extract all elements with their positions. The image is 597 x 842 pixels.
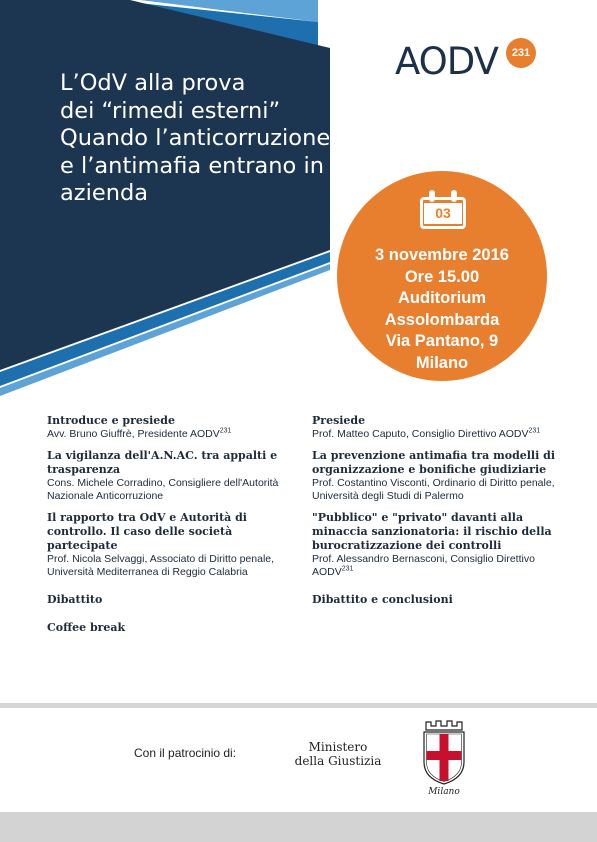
program-item-title: Coffee break — [47, 621, 126, 634]
event-time: Ore 15.00 — [404, 267, 480, 286]
program-item-speaker: Avv. Bruno Giuffrè, Presidente AODV$^{231}$ — [47, 427, 232, 440]
program-right-column — [312, 414, 562, 615]
crest-city-label: Milano — [428, 787, 460, 796]
program-item — [312, 511, 562, 579]
program-item-speaker: Prof. Alessandro Bernasconi, Consiglio Direttivo AODV$^{231}$ — [312, 553, 535, 578]
event-address: Via Pantano, 9 — [385, 332, 499, 350]
logo-badge: 231 — [506, 38, 536, 68]
banner-light-stripe-lower — [0, 388, 597, 398]
program-item — [312, 449, 562, 503]
program-item-title: La prevenzione antimafia tra modelli di organizzazione e bonifiche giudiziarie — [312, 449, 555, 476]
program-item — [312, 414, 562, 441]
footer-bar — [0, 812, 597, 842]
title-line: e l’antimafia entrano in — [60, 152, 324, 179]
title-line: Quando l’anticorruzione — [60, 125, 331, 151]
event-venue-name: Assolombarda — [384, 310, 500, 329]
patronage-label: Con il patrocinio di: — [134, 746, 237, 760]
section-divider — [0, 703, 597, 708]
event-date: 3 novembre 2016 — [375, 246, 509, 264]
program-item-speaker: Prof. Matteo Caputo, Consiglio Direttivo AODV$^{231}$ — [312, 427, 541, 440]
title-line: dei “rimedi esterni” — [60, 97, 281, 124]
program-item — [312, 593, 562, 607]
ministry-line: della Giustizia — [294, 754, 382, 768]
program-item — [47, 621, 302, 635]
program-item-title: Dibattito — [47, 593, 103, 606]
program-item — [47, 593, 302, 607]
program-left-column — [47, 414, 302, 643]
calendar-ring-right — [451, 190, 457, 202]
program-item-title: Dibattito e conclusioni — [312, 593, 453, 606]
program-item-title: Presiede — [312, 414, 366, 427]
program-item-title: Introduce e presiede — [47, 414, 175, 427]
program-item-title: "Pubblico" e "privato" davanti alla minaccia sanzionatoria: il rischio della burocratizzazione dei controlli — [312, 511, 552, 552]
event-title — [60, 70, 400, 208]
logo-text: AODV — [395, 40, 498, 83]
event-city: Milano — [415, 353, 469, 372]
milano-crest-icon — [418, 718, 470, 796]
ministry-line: Ministero — [308, 740, 368, 754]
calendar-day: 03 — [424, 203, 462, 224]
program-item — [47, 414, 302, 441]
title-line: L’OdV alla prova — [60, 70, 246, 96]
ministry-name — [290, 740, 386, 768]
title-line: azienda — [60, 180, 149, 206]
program-item-title: La vigilanza dell'A.N.AC. tra appalti e trasparenza — [47, 449, 278, 476]
program-item — [47, 511, 302, 579]
event-venue: Auditorium — [398, 289, 486, 307]
event-details — [350, 245, 534, 374]
program-item-speaker: Cons. Michele Corradino, Consigliere dell'Autorità Nazionale Anticorruzione — [47, 477, 279, 502]
program-item — [47, 449, 302, 503]
calendar-icon — [420, 190, 466, 230]
program-item-speaker: Prof. Nicola Selvaggi, Associato di Diritto penale, Università Mediterranea di Reggio Calabria — [47, 553, 275, 578]
program-item-speaker: Prof. Costantino Visconti, Ordinario di Diritto penale, Università degli Studi di Palermo — [312, 477, 555, 502]
calendar-ring-left — [429, 190, 435, 202]
program-item-title: Il rapporto tra OdV e Autorità di controllo. Il caso delle società partecipate — [47, 511, 247, 552]
